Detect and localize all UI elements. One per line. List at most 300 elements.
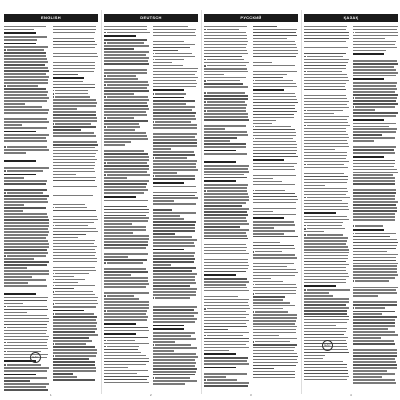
- text-line: [53, 249, 96, 250]
- text-line: [253, 184, 295, 185]
- text-line: [104, 105, 148, 106]
- text-line: [153, 239, 198, 240]
- text-line: [53, 204, 85, 205]
- text-line: [353, 174, 393, 175]
- text-line: [204, 74, 224, 75]
- text-line: [104, 117, 150, 119]
- text-line: [353, 225, 399, 227]
- text-line: [104, 189, 148, 190]
- text-line: [4, 204, 24, 205]
- text-line: [4, 342, 50, 344]
- text-line: [204, 347, 249, 348]
- column-title: ENGLISH: [4, 14, 98, 22]
- text-line: [353, 47, 397, 48]
- text-line: [53, 195, 94, 196]
- text-line: [53, 120, 98, 121]
- text-line: [304, 155, 347, 156]
- text-line: [53, 81, 83, 82]
- text-line: [53, 252, 97, 253]
- text-line: [304, 234, 350, 236]
- text-line: [4, 386, 46, 387]
- text-line: [153, 338, 196, 339]
- text-line: [53, 41, 95, 42]
- text-line: [153, 371, 197, 372]
- text-line: [304, 304, 346, 305]
- text-line: [353, 331, 396, 332]
- text-line: [304, 107, 349, 108]
- text-line: [253, 287, 298, 288]
- text-line: [153, 255, 195, 256]
- text-line: [104, 81, 148, 82]
- text-line: [253, 311, 299, 313]
- text-line: [153, 282, 196, 283]
- text-line: [353, 97, 399, 99]
- text-line: [104, 78, 138, 79]
- text-line: [253, 377, 295, 378]
- text-line: [353, 189, 397, 190]
- text-line: [104, 174, 150, 176]
- text-line: [53, 349, 98, 350]
- text-line: [153, 86, 197, 87]
- text-line: [204, 174, 244, 175]
- text-line: [4, 64, 45, 65]
- text-line: [153, 347, 197, 348]
- text-line: [104, 114, 147, 115]
- text-line: [353, 201, 398, 202]
- text-line: [53, 234, 87, 235]
- text-line: [353, 242, 398, 243]
- text-line: [153, 93, 199, 95]
- text-line: [253, 323, 296, 324]
- text-line: [253, 77, 284, 78]
- text-line: [253, 32, 297, 33]
- text-line: [253, 65, 295, 66]
- text-line: [4, 297, 48, 298]
- text-line: [153, 276, 196, 277]
- text-line: [153, 35, 197, 36]
- text-line: [253, 102, 298, 103]
- text-line: [204, 26, 247, 27]
- text-line: [53, 156, 95, 157]
- text-line: [304, 237, 348, 238]
- text-line: [204, 223, 249, 224]
- text-line: [304, 216, 347, 217]
- text-line: [4, 315, 47, 316]
- text-line: [253, 108, 295, 109]
- text-line: [104, 304, 149, 305]
- text-line: [4, 61, 48, 62]
- text-line: [104, 150, 144, 151]
- text-line: [204, 353, 236, 355]
- text-line: [53, 56, 98, 57]
- text-line: [304, 188, 347, 189]
- text-line: [353, 229, 385, 231]
- text-line: [304, 222, 343, 223]
- text-line: [53, 379, 96, 380]
- text-line: [4, 288, 50, 291]
- text-line: [153, 166, 197, 167]
- text-line: [353, 156, 385, 158]
- text-line: [253, 353, 298, 354]
- text-line: [4, 267, 27, 268]
- text-line: [104, 183, 147, 184]
- text-line: [104, 223, 132, 224]
- text-line: [253, 199, 298, 200]
- text-line: [304, 255, 348, 256]
- text-line: [53, 174, 77, 175]
- text-line: [104, 244, 148, 245]
- text-line: [153, 182, 185, 184]
- text-line: [204, 253, 249, 254]
- text-line: [53, 376, 77, 377]
- text-line: [353, 69, 397, 70]
- text-line: [53, 71, 95, 72]
- text-line: [153, 83, 197, 84]
- text-line: [53, 165, 95, 166]
- text-line: [204, 235, 247, 236]
- text-line: [104, 256, 128, 257]
- text-line: [53, 132, 95, 133]
- text-line: [304, 252, 349, 253]
- text-line: [204, 229, 249, 230]
- text-line: [204, 190, 250, 192]
- text-line: [153, 245, 196, 246]
- text-line: [53, 168, 95, 169]
- text-line: [353, 180, 395, 181]
- text-line: [204, 116, 248, 117]
- text-line: [4, 94, 47, 95]
- text-line: [304, 62, 348, 63]
- text-line: [153, 221, 196, 222]
- text-line: [253, 53, 298, 54]
- text-line: [4, 167, 49, 168]
- text-line: [304, 212, 336, 214]
- text-line: [4, 106, 42, 107]
- text-line: [53, 367, 97, 368]
- text-line: [304, 125, 350, 127]
- text-line: [153, 59, 199, 61]
- text-line: [253, 150, 298, 151]
- text-line: [353, 382, 396, 383]
- text-line: [353, 72, 398, 73]
- text-line: [253, 338, 297, 339]
- text-line: [204, 202, 246, 203]
- text-line: [153, 50, 179, 51]
- text-line: [253, 181, 283, 182]
- text-line: [53, 237, 79, 238]
- text-line: [53, 102, 97, 103]
- text-line: [304, 65, 346, 66]
- text-line: [53, 331, 95, 332]
- text-line: [353, 287, 398, 288]
- text-line: [253, 217, 285, 219]
- text-line: [4, 285, 47, 286]
- text-line: [4, 155, 50, 158]
- text-line: [253, 248, 296, 249]
- text-line: [153, 175, 199, 177]
- text-line: [104, 330, 149, 331]
- text-line: [4, 279, 46, 280]
- text-line: [104, 277, 148, 278]
- text-line: [104, 111, 146, 112]
- text-line: [4, 36, 47, 37]
- text-line: [104, 337, 148, 338]
- page-number: 4: [350, 393, 352, 397]
- text-line: [353, 63, 398, 64]
- text-line: [204, 150, 236, 152]
- text-line: [104, 102, 147, 103]
- text-line: [353, 163, 396, 164]
- text-line: [204, 161, 236, 163]
- text-line: [353, 60, 397, 61]
- text-line: [104, 84, 150, 86]
- text-line: [253, 269, 297, 270]
- text-line: [304, 367, 347, 368]
- text-line: [4, 252, 48, 253]
- text-line: [253, 105, 296, 106]
- text-line: [204, 143, 246, 144]
- text-line: [4, 312, 27, 313]
- text-line: [104, 120, 148, 121]
- text-line: [253, 41, 296, 42]
- text-line: [53, 358, 90, 359]
- text-line: [53, 255, 96, 256]
- text-line: [4, 389, 48, 390]
- text-line: [153, 215, 181, 216]
- text-line: [153, 212, 196, 213]
- text-line: [253, 135, 297, 136]
- text-line: [53, 270, 96, 271]
- text-line: [204, 146, 246, 147]
- column-russian: [204, 14, 298, 392]
- text-line: [304, 140, 347, 141]
- text-line: [53, 352, 97, 353]
- text-line: [304, 298, 349, 299]
- text-line: [353, 75, 397, 76]
- text-line: [304, 113, 334, 114]
- text-line: [153, 252, 195, 253]
- text-line: [253, 320, 296, 321]
- text-line: [4, 282, 28, 283]
- text-line: [304, 74, 347, 75]
- text-line: [153, 261, 195, 262]
- text-line: [104, 340, 150, 342]
- text-line: [204, 80, 250, 82]
- text-line: [204, 41, 248, 42]
- text-line: [104, 247, 146, 248]
- text-line: [304, 32, 349, 33]
- text-body: [304, 26, 398, 392]
- text-line: [304, 152, 347, 153]
- text-line: [4, 327, 50, 329]
- text-line: [4, 198, 47, 199]
- page-number: 2: [150, 393, 152, 397]
- text-line: [253, 156, 298, 157]
- text-line: [253, 178, 273, 179]
- text-line: [204, 211, 247, 212]
- text-line: [353, 274, 398, 275]
- text-line: [253, 83, 296, 84]
- text-line: [353, 26, 398, 27]
- text-line: [53, 159, 97, 160]
- text-line: [204, 360, 247, 361]
- text-line: [153, 41, 185, 42]
- text-line: [53, 38, 95, 39]
- text-line: [204, 53, 248, 54]
- text-line: [204, 199, 249, 200]
- text-line: [153, 350, 174, 351]
- text-line: [353, 219, 396, 220]
- text-line: [253, 230, 295, 231]
- text-line: [53, 346, 95, 347]
- text-line: [353, 128, 397, 129]
- text-line: [53, 282, 79, 283]
- text-line: [104, 268, 146, 269]
- text-line: [4, 324, 47, 325]
- text-line: [304, 26, 347, 27]
- text-line: [4, 237, 46, 238]
- text-line: [253, 236, 298, 237]
- text-line: [4, 380, 30, 381]
- text-line: [4, 43, 36, 45]
- text-line: [253, 290, 297, 291]
- text-line: [204, 314, 249, 315]
- text-line: [53, 361, 96, 362]
- text-line: [353, 280, 399, 282]
- text-line: [204, 373, 247, 374]
- text-line: [253, 74, 287, 75]
- text-line: [53, 322, 98, 323]
- text-line: [304, 370, 348, 371]
- text-line: [304, 149, 335, 150]
- text-body: [4, 26, 98, 392]
- text-line: [353, 379, 395, 380]
- text-line: [304, 285, 336, 287]
- text-line: [53, 261, 97, 262]
- column-title: ҚАЗАҚ: [304, 14, 398, 22]
- text-line: [204, 344, 246, 345]
- text-line: [253, 299, 283, 300]
- text-line: [104, 129, 135, 130]
- text-line: [4, 146, 50, 148]
- text-line: [104, 327, 148, 328]
- text-line: [304, 331, 346, 332]
- text-line: [4, 228, 48, 229]
- text-line: [204, 113, 248, 114]
- text-line: [153, 325, 185, 327]
- text-line: [4, 309, 48, 310]
- text-line: [53, 355, 99, 357]
- text-line: [153, 172, 177, 173]
- text-line: [253, 242, 281, 243]
- text-line: [153, 335, 192, 336]
- text-line: [153, 118, 197, 119]
- text-line: [4, 201, 48, 202]
- text-line: [4, 246, 49, 247]
- text-line: [204, 335, 250, 337]
- text-line: [253, 111, 298, 112]
- text-line: [53, 222, 95, 223]
- text-line: [104, 271, 148, 272]
- text-line: [253, 332, 296, 333]
- text-line: [204, 250, 246, 251]
- text-line: [153, 230, 195, 231]
- text-line: [4, 240, 48, 241]
- text-line: [204, 35, 247, 36]
- text-line: [253, 341, 299, 343]
- text-line: [304, 325, 336, 326]
- text-line: [153, 56, 195, 57]
- text-line: [53, 105, 97, 106]
- text-line: [204, 329, 228, 330]
- text-line: [153, 233, 175, 234]
- text-line: [353, 32, 399, 34]
- text-line: [153, 26, 189, 27]
- text-line: [204, 184, 248, 185]
- text-line: [104, 241, 148, 242]
- text-line: [204, 137, 237, 138]
- text-line: [253, 89, 285, 91]
- text-line: [153, 112, 197, 113]
- text-line: [153, 100, 195, 101]
- text-line: [353, 50, 386, 51]
- text-line: [353, 146, 397, 147]
- text-line: [204, 128, 225, 129]
- text-line: [353, 123, 396, 124]
- text-line: [304, 295, 333, 296]
- text-line: [104, 96, 150, 98]
- text-line: [53, 300, 97, 301]
- text-line: [153, 53, 199, 55]
- text-line: [253, 347, 295, 348]
- text-line: [104, 232, 133, 233]
- text-line: [104, 72, 147, 73]
- text-line: [104, 171, 147, 172]
- text-line: [353, 239, 398, 240]
- text-line: [4, 152, 26, 153]
- text-line: [104, 229, 146, 230]
- text-line: [253, 211, 274, 212]
- text-line: [53, 370, 96, 371]
- text-line: [353, 177, 396, 178]
- text-line: [204, 262, 248, 263]
- text-line: [304, 292, 329, 293]
- text-line: [53, 319, 96, 320]
- text-line: [353, 53, 385, 55]
- text-line: [253, 159, 285, 161]
- text-line: [253, 29, 298, 30]
- text-line: [104, 376, 149, 377]
- text-line: [4, 300, 47, 301]
- text-line: [353, 160, 395, 161]
- text-line: [104, 87, 147, 88]
- text-line: [304, 334, 344, 335]
- text-line: [53, 325, 96, 326]
- text-line: [253, 129, 296, 130]
- text-line: [53, 228, 97, 229]
- text-line: [104, 138, 148, 139]
- text-line: [153, 109, 192, 110]
- text-line: [253, 208, 297, 209]
- text-line: [53, 180, 95, 181]
- text-line: [153, 136, 196, 137]
- text-line: [304, 376, 349, 377]
- text-line: [53, 87, 95, 88]
- text-line: [353, 85, 396, 86]
- text-line: [353, 216, 395, 217]
- text-line: [204, 171, 249, 172]
- text-line: [53, 171, 96, 172]
